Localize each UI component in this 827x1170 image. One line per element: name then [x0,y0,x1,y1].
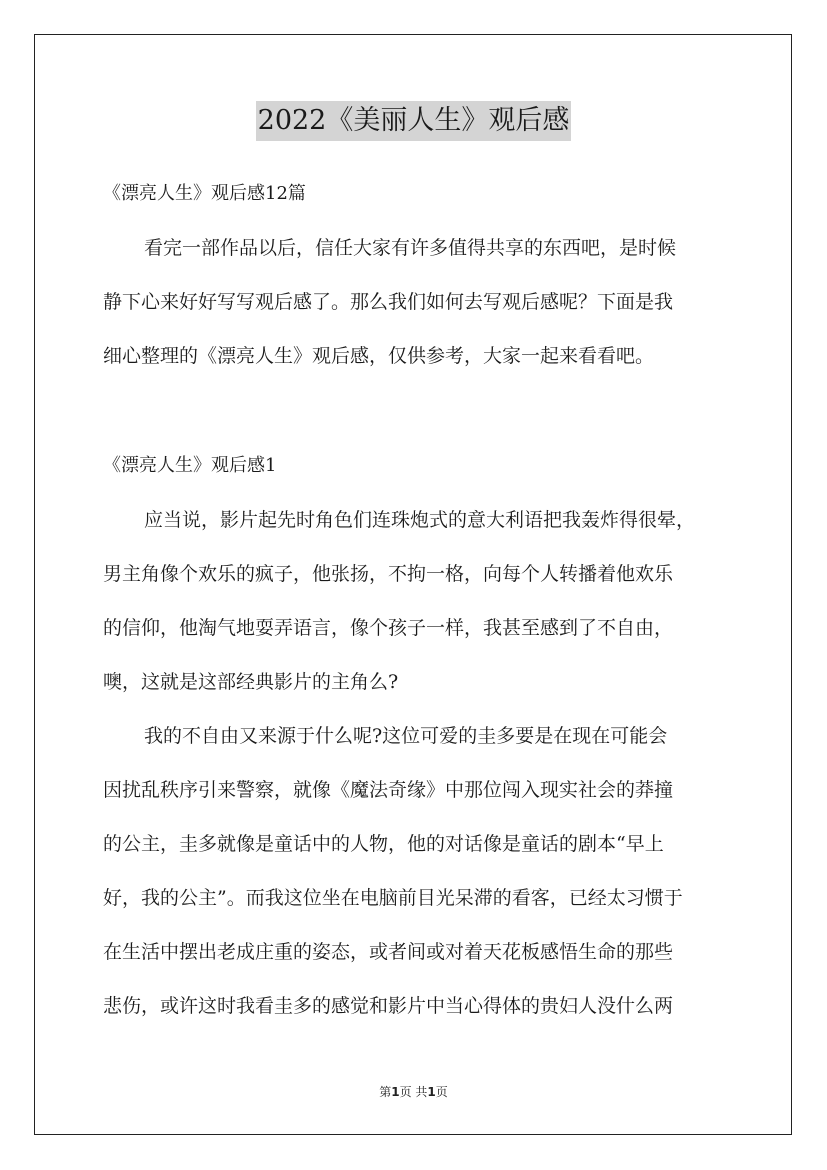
para1-line-3: 的信仰，他淘气地耍弄语言，像个孩子一样，我甚至感到了不自由， [103,617,674,639]
footer-total-pages: 1 [427,1085,436,1099]
para2-line-2: 因扰乱秩序引来警察，就像《魔法奇缘》中那位闯入现实社会的莽撞 [103,779,674,801]
document-subtitle: 《漂亮人生》观后感12篇 [103,183,306,204]
para1-line-4: 噢，这就是这部经典影片的主角么? [103,671,399,693]
document-title: 2022《美丽人生》观后感 [256,101,572,141]
section-heading-1: 《漂亮人生》观后感1 [103,455,277,476]
footer-current-page: 1 [391,1085,400,1099]
intro-line-2: 静下心来好好写写观后感了。那么我们如何去写观后感呢？下面是我 [103,291,674,313]
para2-line-1: 我的不自由又来源于什么呢?这位可爱的圭多要是在现在可能会 [144,725,668,747]
para1-line-1: 应当说，影片起先时角色们连珠炮式的意大利语把我轰炸得很晕， [144,509,696,531]
intro-line-1: 看完一部作品以后，信任大家有许多值得共享的东西吧，是时候 [144,237,677,259]
para2-line-4: 好，我的公主”。而我这位坐在电脑前目光呆滞的看客，已经太习惯于 [103,887,683,909]
para2-line-3: 的公主，圭多就像是童话中的人物，他的对话像是童话的剧本“早上 [103,833,664,855]
title-container [0,101,827,141]
footer-mid: 页 共 [399,1085,428,1099]
footer-prefix: 第 [379,1085,392,1099]
para2-line-5: 在生活中摆出老成庄重的姿态，或者间或对着天花板感悟生命的那些 [103,941,674,963]
page-footer [0,1083,827,1100]
footer-suffix: 页 [435,1085,448,1099]
para2-line-6: 悲伤，或许这时我看圭多的感觉和影片中当心得体的贵妇人没什么两 [103,995,674,1017]
intro-line-3: 细心整理的《漂亮人生》观后感，仅供参考，大家一起来看看吧。 [103,345,655,367]
para1-line-2: 男主角像个欢乐的疯子，他张扬，不拘一格，向每个人转播着他欢乐 [103,563,674,585]
